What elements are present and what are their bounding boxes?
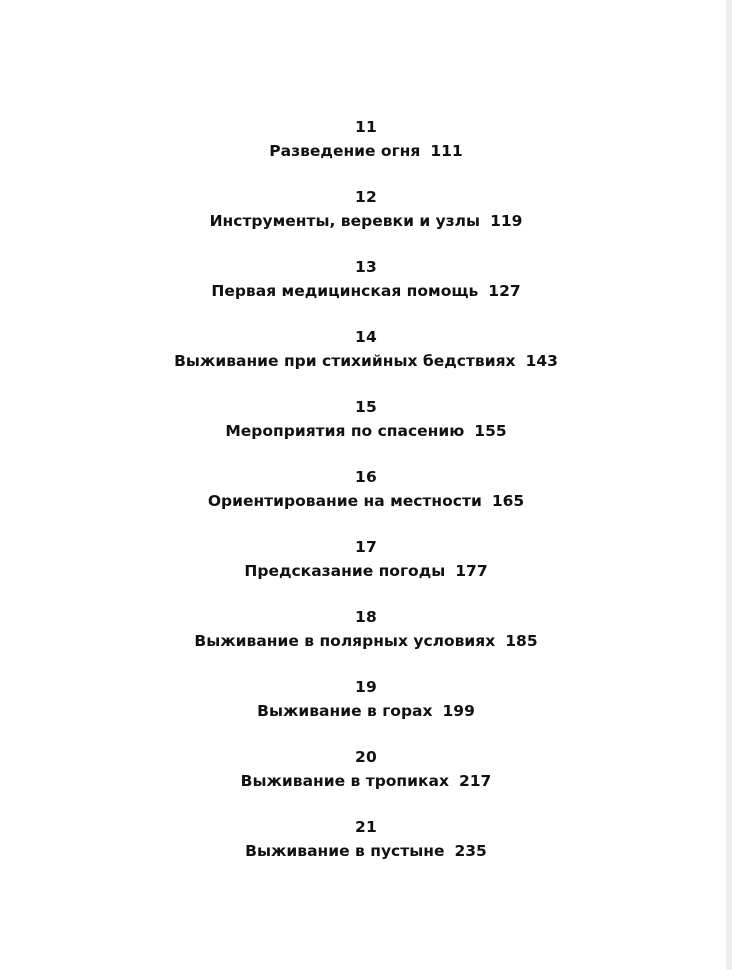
chapter-page-number: 127 xyxy=(488,282,521,300)
chapter-title: Выживание в горах xyxy=(257,702,433,720)
chapter-page-number: 165 xyxy=(491,492,525,510)
chapter-page-number: 185 xyxy=(505,632,538,650)
chapter-line xyxy=(0,561,732,581)
chapter-page-number: 155 xyxy=(474,422,507,440)
chapter-number: 11 xyxy=(355,118,377,136)
chapter-page-number: 119 xyxy=(490,212,523,230)
toc-entry xyxy=(0,537,732,607)
chapter-page-number: 177 xyxy=(455,562,488,580)
chapter-line xyxy=(0,491,732,511)
chapter-title: Мероприятия по спасению xyxy=(225,422,465,440)
chapter-page-number: 217 xyxy=(458,772,492,790)
chapter-page-number: 143 xyxy=(525,352,558,370)
toc-entry xyxy=(0,117,732,187)
chapter-number: 19 xyxy=(355,678,377,696)
chapter-title: Выживание в пустыне xyxy=(245,842,445,860)
chapter-title: Выживание в полярных условиях xyxy=(194,632,496,650)
chapter-title: Разведение огня xyxy=(269,142,421,160)
toc-entry xyxy=(0,397,732,467)
chapter-page-number: 235 xyxy=(454,842,487,860)
chapter-line xyxy=(0,351,732,371)
chapter-title: Выживание при стихийных бедствиях xyxy=(174,352,516,370)
chapter-line xyxy=(0,421,732,441)
chapter-title: Выживание в тропиках xyxy=(240,772,449,790)
chapter-line xyxy=(0,841,732,861)
chapter-line xyxy=(0,771,732,791)
chapter-number: 14 xyxy=(355,328,377,346)
toc-entry xyxy=(0,187,732,257)
toc-entry xyxy=(0,467,732,537)
chapter-title: Первая медицинская помощь xyxy=(211,282,479,300)
toc-entry xyxy=(0,257,732,327)
toc-entry xyxy=(0,607,732,677)
chapter-page-number: 199 xyxy=(442,702,475,720)
chapter-line xyxy=(0,141,732,161)
chapter-number: 20 xyxy=(355,748,377,766)
chapter-number: 18 xyxy=(355,608,377,626)
table-of-contents xyxy=(0,117,732,887)
chapter-page-number: 111 xyxy=(430,142,463,160)
toc-entry xyxy=(0,817,732,887)
chapter-number: 21 xyxy=(355,818,377,836)
toc-entry xyxy=(0,327,732,397)
chapter-title: Ориентирование на местности xyxy=(207,492,482,510)
chapter-line xyxy=(0,281,732,301)
chapter-title: Инструменты, веревки и узлы xyxy=(209,212,481,230)
chapter-number: 17 xyxy=(355,538,377,556)
chapter-number: 13 xyxy=(355,258,377,276)
chapter-line xyxy=(0,631,732,651)
toc-entry xyxy=(0,677,732,747)
toc-entry xyxy=(0,747,732,817)
chapter-number: 16 xyxy=(355,468,377,486)
chapter-number: 15 xyxy=(355,398,377,416)
chapter-number: 12 xyxy=(355,188,377,206)
chapter-line xyxy=(0,701,732,721)
chapter-line xyxy=(0,211,732,231)
chapter-title: Предсказание погоды xyxy=(244,562,446,580)
